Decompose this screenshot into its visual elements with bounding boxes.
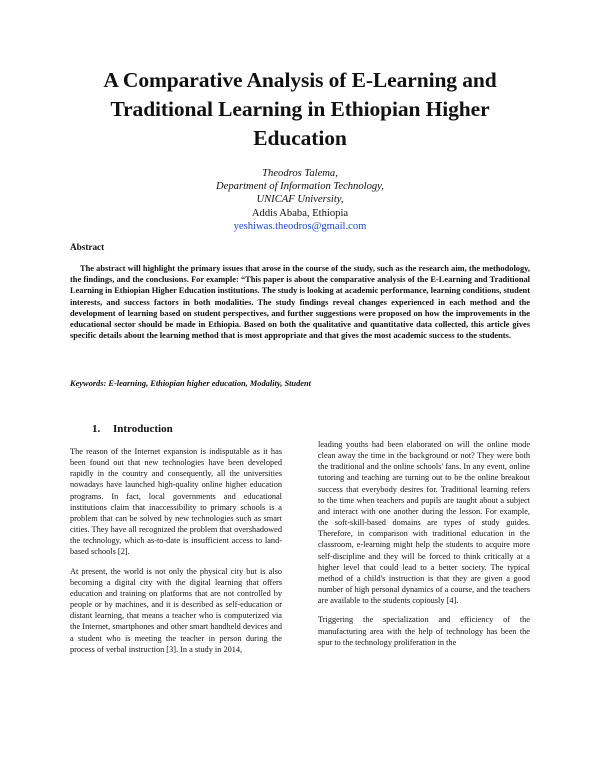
section-heading (92, 423, 173, 435)
section-title: Introduction (113, 423, 173, 435)
paragraph: The reason of the Internet expansion is indisputable as it has been found out that new technologies have been developed rapidly in the country and consequently, all the universities nowadays have launched high-quality online higher education programs. In fact, local governments and educational institutions claim that inaccessibility to primary schools is a problem that can be solved by new technologies such as smart cities. They have all recognized the problem that overshadowed the technology, which as-to-date is insufficient access to land-based schools [2]. (70, 447, 282, 557)
abstract-heading: Abstract (70, 242, 105, 252)
author-university: UNICAF University, (256, 194, 344, 206)
keywords-line: Keywords: E-learning, Ethiopian higher education, Modality, Student (70, 379, 311, 388)
left-column (70, 446, 282, 663)
author-email-link[interactable]: yeshiwas.theodros@gmail.com (233, 220, 367, 232)
author-department: Department of Information Technology, (216, 181, 384, 193)
paragraph: leading youths had been elaborated on will the online mode clean away the time in the background or not? They were both the traditional and the online schools' fans. In any event, online tutoring and teaching are turning out to be the online breakout success that everybody desires for. Traditional learning refers to the time when teachers and pupils are taught about a subject and interact with one another during the lesson. For example, the soft-skill-based domains are types of study guides. Therefore, in comparison with traditional education in the classroom, e-learning might help the students to acquire more self-discipline and they will be forced to think critically at a higher level that could lead to a better society. The typical method of a child's instruction is that they are given a good number of high personal dynamics of a course, and the teachers are available to the students copiously [4]. (318, 440, 530, 606)
author-city: Addis Ababa, Ethiopia (251, 207, 349, 219)
author-name: Theodros Talema, (262, 168, 338, 179)
paper-title (50, 66, 550, 153)
right-column (318, 439, 530, 656)
abstract-text: The abstract will highlight the primary issues that arose in the course of the study, such as the research aim, the methodology, the findings, and the conclusions. For example: “This paper is about the comparative analysis of the E-Learning and Traditional Learning in Ethiopian Higher Education institutions. The study is looking at academic performance, learning conditions, student interests, and success factors in both modalities. The study findings reveal changes experienced in each method and the development of learning based on student perspectives, and further suggestions were proposed on how the improvements in the educational sector should be made in Ethiopia. Based on both the qualitative and quantitative data collected, this article gives specific details about the learning method that is most appropriate and that gives the most academic success to the students. (70, 264, 530, 341)
paragraph: At present, the world is not only the physical city but is also becoming a digital city with the digital learning that offers education and training on platforms that are not controlled by people or by machines, and it is described as self-education or distant learning, that means a teacher who is computerized via the Internet, smartphones and other smart handheld devices and a student who is meeting the teacher in person during the process of verbal instruction [3]. In a study in 2014, (70, 566, 282, 654)
title-line: Education (253, 126, 347, 150)
title-line: A Comparative Analysis of E-Learning and (103, 68, 497, 92)
paragraph: Triggering the specialization and efficiency of the manufacturing area with the help of technology has been the spur to the technology proliferation in the (318, 615, 530, 647)
author-block (150, 167, 450, 233)
title-line: Traditional Learning in Ethiopian Higher (110, 97, 490, 121)
section-number: 1. (92, 423, 101, 435)
